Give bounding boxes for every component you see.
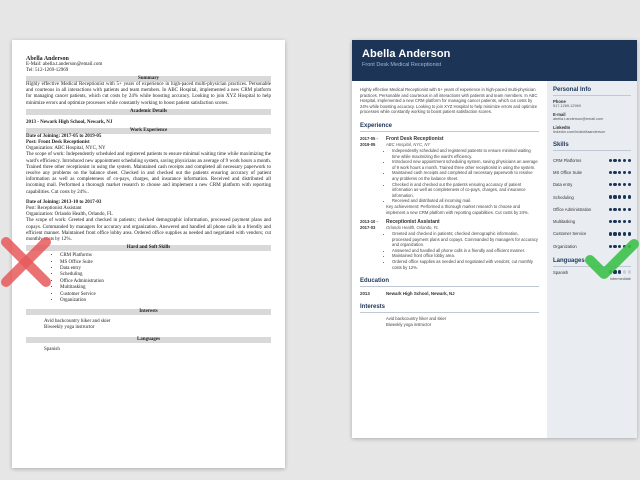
skill-level-dot xyxy=(613,171,616,174)
list-item: • Received and distributed all incoming mail. xyxy=(392,198,539,204)
bad-resume-phone: Tel: 512-1269-12969 xyxy=(26,68,69,73)
bad-job1-post-text: Post: Front Desk Receptionist xyxy=(26,140,90,146)
skill-level-dots xyxy=(609,208,631,211)
resume-sidebar xyxy=(547,81,637,438)
skill-level-dot xyxy=(613,208,616,211)
job-date-to: 2019-05 xyxy=(360,141,376,147)
bad-job2-org: Organization: Orlando Health, Orlando, FL xyxy=(26,212,113,218)
skills-list xyxy=(553,154,631,252)
skill-level-dot xyxy=(609,159,612,162)
bad-job2-scope: The scope of work: Greeted and checked in patients; checked demographic information, processed payment plans and copays. Commanded by managers for accuracy and organization. Answered and handled all phone calls in a friendly and efficient manner. Maintained front office lobby area. Ordered office supplies as needed and negotiated with vendors; cut monthly costs by 12%. xyxy=(26,218,271,243)
resume-title: Front Desk Medical Receptionist xyxy=(362,62,442,68)
skill-row xyxy=(553,166,631,178)
language-level-dot xyxy=(618,270,621,273)
job-company: ABC Hospital, NYC, NY xyxy=(386,141,431,147)
skill-level-dot xyxy=(618,195,621,198)
bad-interest-item: Biweekly yoga instructor xyxy=(44,324,95,330)
job-role: Front Desk Receptionist xyxy=(386,135,444,142)
bad-resume-example xyxy=(12,40,285,468)
bad-summary-text: Highly effective Medical Receptionist with 5+ years of experience in high-paced multi-physician practices. Personable and courteous in all interactions with patients and team members. In ABC Hospital, implemented a new CRM platform for managing cancer patients, which cut costs by 24% while boosting accuracy. Looking to join XYZ Hospital to help minimize errors and optimize processes while constantly working to boost patient satisfaction scores. xyxy=(26,82,271,106)
skill-level-dot xyxy=(609,245,612,248)
list-item: • Office Administration xyxy=(60,279,271,285)
key-achievement: Key achievement: Performed a thorough market research to choose and implement a new CRM platform with reporting capabilities. Cut costs by 24%. xyxy=(386,203,529,215)
skill-level-dot xyxy=(628,220,631,223)
list-item: Avid backcountry hiker and skier xyxy=(386,316,447,322)
education-date: 2013 xyxy=(360,291,370,297)
skill-level-dot xyxy=(623,183,626,186)
job-entry xyxy=(360,136,539,215)
skill-level-dots xyxy=(609,159,631,162)
bad-job2-post: Post: Receptionist Assistant xyxy=(26,206,82,212)
education-heading: Education xyxy=(360,278,539,287)
skill-level-dot xyxy=(623,195,626,198)
bad-skills-list xyxy=(26,253,271,304)
language-name: Spanish xyxy=(553,270,569,276)
language-level-dot xyxy=(628,270,631,273)
skill-level-dot xyxy=(618,183,621,186)
bad-interests-heading: Interests xyxy=(26,309,271,315)
skill-level-dots xyxy=(609,183,631,186)
skill-level-dot xyxy=(618,245,621,248)
skill-row xyxy=(553,191,631,203)
job-bullets xyxy=(386,148,539,204)
skill-level-dot xyxy=(609,232,612,235)
personal-info-heading: Personal Info xyxy=(553,87,631,96)
skill-row xyxy=(553,154,631,166)
skill-name: CRM Platforms xyxy=(553,157,582,163)
email-label: E-mail xyxy=(553,112,566,117)
resume-header xyxy=(352,40,637,81)
interests-list xyxy=(360,316,539,328)
language-row xyxy=(553,270,631,275)
education-entry xyxy=(360,291,539,296)
skill-level-dots xyxy=(609,232,631,235)
language-level: Intermediate xyxy=(609,277,631,282)
skill-level-dot xyxy=(609,195,612,198)
language-level-dots xyxy=(609,270,631,275)
skills-heading: Skills xyxy=(553,142,631,151)
list-item: • Greeted and checked in patients; checked demographic information, processed payment plans and copays. Commanded by managers for accuracy and organization. xyxy=(392,231,539,248)
list-item: • Answered and handled all phone calls in a friendly and efficient manner. xyxy=(392,248,539,254)
skill-level-dot xyxy=(609,171,612,174)
job-date-to: 2017-03 xyxy=(360,225,376,231)
linkedin-label: LinkedIn xyxy=(553,125,571,130)
job-company: Orlando Health, Orlando, FL xyxy=(386,225,439,231)
bad-job1-scope: The scope of work: Independently scheduled and registered patients to ensure minimal waiting time while maximizing the ward's efficiency. Introduced new appointment scheduling system, saving physicians an average of 9 work hours a month. Trained three other receptionist in using the system. Maintained cash receipts and completed all necessary paperwork to resolve any problems on the balance sheet. Checked in and checked out the patients ensuring accuracy of patient information as well as completeness of co-pays, charges, and insurance information. Received and distributed all incoming mail. Performed a thorough market research to choose and implement a new CRM platform with reporting capabilities. Cut costs by 24%.. xyxy=(26,152,271,195)
skill-level-dot xyxy=(618,232,621,235)
list-item: • Independently scheduled and registered patients to ensure minimal waiting time while maximizing the ward's efficiency. xyxy=(392,148,539,159)
language-level-dot xyxy=(609,270,612,273)
skill-level-dots xyxy=(609,195,631,198)
list-item: • MS Office Suite xyxy=(60,260,271,266)
list-item: Biweekly yoga instructor xyxy=(386,322,432,328)
skill-row xyxy=(553,240,631,252)
skill-level-dot xyxy=(623,232,626,235)
bad-interest-item: Avid backcountry hiker and skier xyxy=(44,318,111,324)
phone-value: 517-1269-12969 xyxy=(553,104,581,108)
skill-level-dots xyxy=(609,245,631,248)
list-item: • Ordered office supplies as needed and negotiated with vendors; cut monthly costs by 12%. xyxy=(392,259,539,270)
bad-skills-heading: Hard and Soft Skills xyxy=(26,245,271,251)
resume-summary: Highly effective Medical Receptionist with 5+ years of experience in high-paced multi-physician practices. Personable and courteous in all interactions with patients and team members. In ABC Hospital, implemented a new CRM platform for managing cancer patients, which cut costs by 24% while boosting accuracy. Looking to join XYZ Hospital to help minimize errors and optimize processes while constantly working to boost patient satisfaction scores. xyxy=(360,87,538,115)
skill-level-dot xyxy=(628,183,631,186)
good-resume-example xyxy=(352,40,637,438)
skill-level-dot xyxy=(613,195,616,198)
list-item: • CRM Platforms xyxy=(60,253,271,259)
language-level-dot xyxy=(613,270,616,273)
linkedin-value: linkedin.com/in/abellaanderson xyxy=(553,130,606,134)
skill-level-dot xyxy=(623,245,626,248)
languages-heading: Languages xyxy=(553,258,631,267)
education-school: Newark High School, Newark, NJ xyxy=(386,291,455,297)
list-item: • Checked in and checked out the patients ensuring accuracy of patient information as well as completeness of co-pays, charges, and insurance information. xyxy=(392,182,539,199)
skill-level-dot xyxy=(623,220,626,223)
skill-name: Customer Service xyxy=(553,231,587,237)
skill-level-dots xyxy=(609,171,631,174)
bad-resume-email: E-Mail: abella.t.anderson@email.com xyxy=(26,62,103,67)
email-value: abella.t.anderson@email.com xyxy=(553,117,604,121)
skill-level-dot xyxy=(609,183,612,186)
list-item: • Multitasking xyxy=(60,285,271,291)
skill-level-dot xyxy=(628,171,631,174)
skill-name: Multitasking xyxy=(553,219,576,225)
skill-level-dot xyxy=(613,183,616,186)
skill-level-dot xyxy=(623,171,626,174)
list-item: • Data entry xyxy=(60,266,271,272)
bad-language-item: Spanish xyxy=(44,346,60,352)
job-entry xyxy=(360,219,539,270)
skill-level-dot xyxy=(623,159,626,162)
skill-level-dot xyxy=(628,159,631,162)
bad-job2-date-text: Date of Joining: 2013-10 to 2017-03 xyxy=(26,199,102,205)
job-date-from: 2017-05 - xyxy=(360,135,378,141)
skill-level-dot xyxy=(628,232,631,235)
bad-education-line: 2013 - Newark High School, Newark, NJ xyxy=(26,119,113,125)
experience-heading: Experience xyxy=(360,123,539,132)
job-role: Receptionist Assistant xyxy=(386,219,440,226)
skill-name: Data entry xyxy=(553,182,573,188)
skill-level-dot xyxy=(628,195,631,198)
interests-heading: Interests xyxy=(360,304,539,313)
resume-main-column xyxy=(352,81,547,438)
language-level-dot xyxy=(623,270,626,273)
bad-languages-heading: Languages xyxy=(26,337,271,343)
phone-label: Phone xyxy=(553,99,566,104)
skill-level-dot xyxy=(609,208,612,211)
skill-level-dot xyxy=(613,245,616,248)
skill-level-dot xyxy=(623,208,626,211)
skill-level-dot xyxy=(618,208,621,211)
skill-row xyxy=(553,215,631,227)
job-bullets xyxy=(386,231,539,270)
resume-name: Abella Anderson xyxy=(362,48,451,60)
skill-row xyxy=(553,179,631,191)
skill-name: MS Office Suite xyxy=(553,169,583,175)
bad-job1-org: Organization: ABC Hospital, NYC, NY xyxy=(26,146,106,152)
skill-level-dot xyxy=(613,159,616,162)
list-item: • Customer Service xyxy=(60,292,271,298)
skill-level-dot xyxy=(628,245,631,248)
bad-summary-heading: Summary xyxy=(26,76,271,82)
bad-work-heading: Work Experience xyxy=(26,128,271,134)
skill-level-dot xyxy=(609,220,612,223)
skill-level-dot xyxy=(628,208,631,211)
job-date-from: 2013-10 - xyxy=(360,219,378,225)
skill-name: Office Administration xyxy=(553,206,592,212)
list-item: • Organization xyxy=(60,298,271,304)
bad-job1-date-text: Date of Joining: 2017-05 to 2019-05 xyxy=(26,133,102,139)
skill-level-dot xyxy=(613,220,616,223)
list-item: • Scheduling xyxy=(60,272,271,278)
skill-level-dots xyxy=(609,220,631,223)
list-item: • Maintained cash receipts and completed all necessary paperwork to resolve any problems on the balance sheet. xyxy=(392,170,539,181)
bad-education-heading: Academic Details xyxy=(26,109,271,115)
skill-level-dot xyxy=(613,232,616,235)
list-item: • Introduced new appointment scheduling system, saving physicians an average of 9 work hours a month. Trained three other receptionist in using the system. xyxy=(392,159,539,170)
skill-row xyxy=(553,228,631,240)
list-item: • Maintained front office lobby area. xyxy=(392,253,539,259)
bad-resume-name: Abella Anderson xyxy=(26,56,69,62)
skill-name: Organization xyxy=(553,243,577,249)
skill-name: Scheduling xyxy=(553,194,574,200)
skill-level-dot xyxy=(618,171,621,174)
skill-level-dot xyxy=(618,159,621,162)
skill-row xyxy=(553,203,631,215)
skill-level-dot xyxy=(618,220,621,223)
